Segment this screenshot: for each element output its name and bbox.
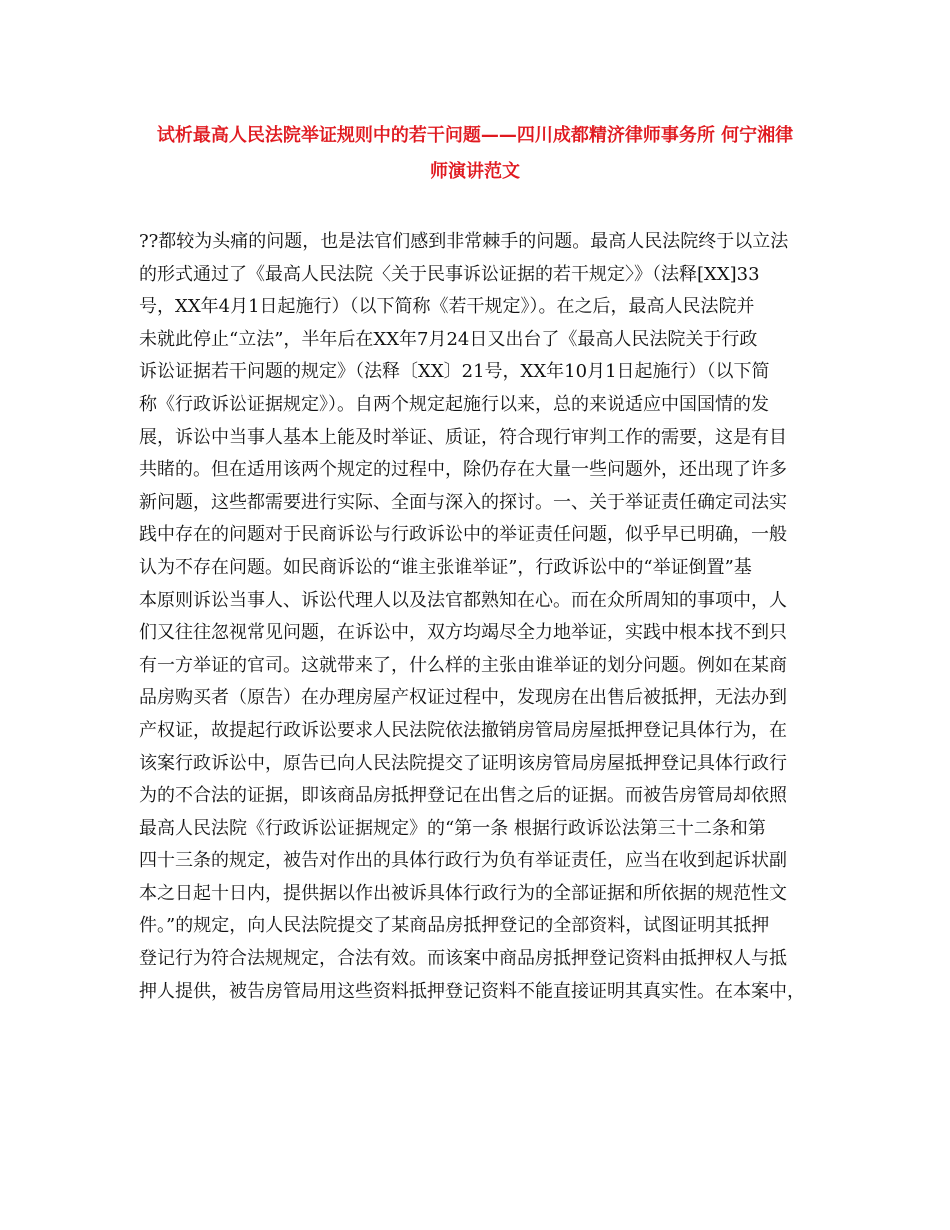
body-line: 押人提供，被告房管局用这些资料抵押登记资料不能直接证明其真实性。在本案中， xyxy=(139,980,805,1002)
body-line: 四十三条的规定，被告对作出的具体行政行为负有举证责任，应当在收到起诉状副 xyxy=(139,850,787,872)
body-line: 称《行政诉讼证据规定》）。自两个规定起施行以来，总的来说适应中国国情的发 xyxy=(139,393,769,415)
body-line: 有一方举证的官司。这就带来了，什么样的主张由谁举证的划分问题。例如在某商 xyxy=(139,654,787,676)
body-line: 践中存在的问题对于民商诉讼与行政诉讼中的举证责任问题，似乎早已明确，一般 xyxy=(139,524,787,546)
body-line: 本之日起十日内，提供据以作出被诉具体行政行为的全部证据和所依据的规范性文 xyxy=(139,882,787,904)
body-line: 产权证，故提起行政诉讼要求人民法院依法撤销房管局房屋抵押登记具体行为，在 xyxy=(139,719,787,741)
document-title xyxy=(120,118,830,190)
document-body xyxy=(139,226,839,1008)
body-line: 该案行政诉讼中，原告已向人民法院提交了证明该房管局房屋抵押登记具体行政行 xyxy=(139,752,787,774)
body-line: 件。”的规定，向人民法院提交了某商品房抵押登记的全部资料，试图证明其抵押 xyxy=(139,915,770,937)
body-line: 共睹的。但在适用该两个规定的过程中，除仍存在大量一些问题外，还出现了许多 xyxy=(139,459,787,481)
body-line: 号，XX年4月1日起施行）（以下简称《若干规定》）。在之后，最高人民法院并 xyxy=(139,296,755,318)
body-line: ??都较为头痛的问题，也是法官们感到非常棘手的问题。最高人民法院终于以立法 xyxy=(139,231,789,252)
body-line: 本原则诉讼当事人、诉讼代理人以及法官都熟知在心。而在众所周知的事项中，人 xyxy=(139,589,787,611)
body-line: 认为不存在问题。如民商诉讼的“谁主张谁举证”，行政诉讼中的“举证倒置”基 xyxy=(139,556,752,578)
body-line: 为的不合法的证据，即该商品房抵押登记在出售之后的证据。而被告房管局却依照 xyxy=(139,785,787,807)
body-line: 最高人民法院《行政诉讼证据规定》的“第一条 根据行政诉讼法第三十二条和第 xyxy=(139,817,766,839)
body-line: 品房购买者（原告）在办理房屋产权证过程中，发现房在出售后被抵押，无法办到 xyxy=(139,687,787,709)
body-line: 们又往往忽视常见问题，在诉讼中，双方均竭尽全力地举证，实践中根本找不到只 xyxy=(139,622,787,644)
body-line: 诉讼证据若干问题的规定》（法释〔XX〕21号，XX年10月1日起施行）（以下简 xyxy=(139,361,770,383)
title-line-1: 试析最高人民法院举证规则中的若干问题——四川成都精济律师事务所 何宁湘律 xyxy=(156,125,794,146)
title-line-2: 师演讲范文 xyxy=(430,161,520,182)
body-line: 登记行为符合法规规定，合法有效。而该案中商品房抵押登记资料由抵押权人与抵 xyxy=(139,948,787,970)
body-line: 的形式通过了《最高人民法院〈关于民事诉讼证据的若干规定〉》（法释[XX]33 xyxy=(139,263,760,285)
body-line: 展，诉讼中当事人基本上能及时举证、质证，符合现行审判工作的需要，这是有目 xyxy=(139,426,787,448)
body-line: 未就此停止“立法”，半年后在XX年7月24日又出台了《最高人民法院关于行政 xyxy=(139,328,758,350)
body-line: 新问题，这些都需要进行实际、全面与深入的探讨。一、关于举证责任确定司法实 xyxy=(139,491,787,513)
